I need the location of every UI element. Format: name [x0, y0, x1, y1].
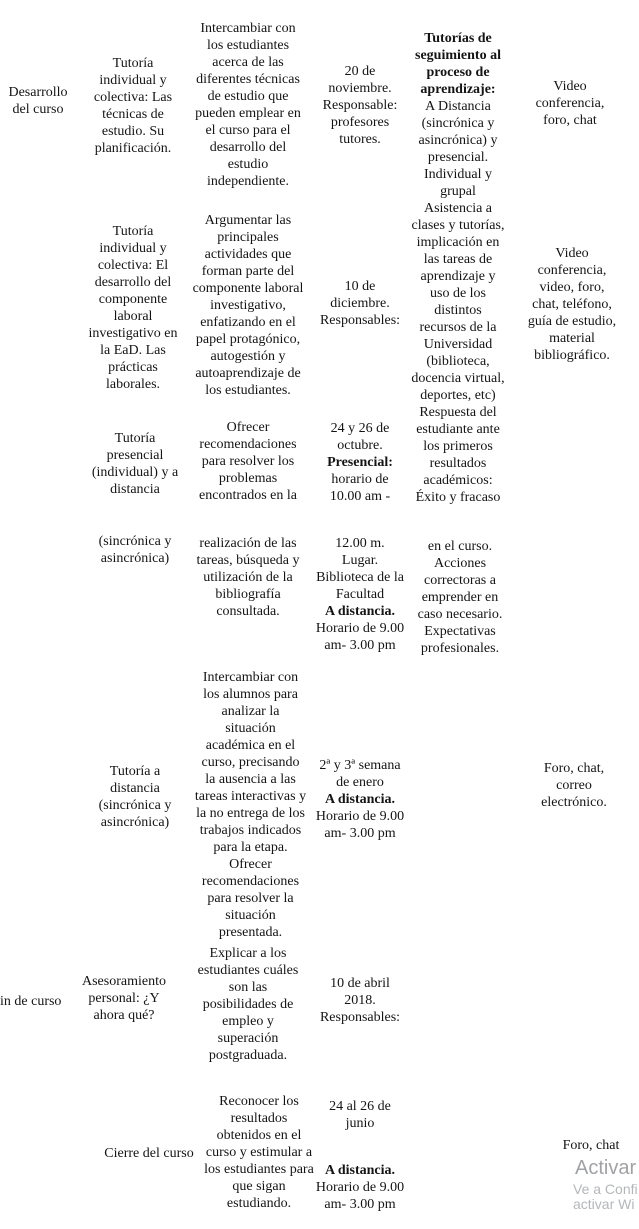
- cell-fecha-biblioteca-a-distancia: [306, 535, 414, 654]
- text-line: estudio: [227, 157, 269, 172]
- text-line: presentada.: [218, 925, 283, 940]
- text-line: colectiva: Las: [93, 90, 173, 105]
- text-line: Individual y: [423, 167, 493, 182]
- text-line: empleo y: [222, 1014, 274, 1029]
- text-line: problemas: [218, 471, 278, 486]
- text-line: conferencia,: [537, 263, 607, 278]
- text-line: presencial: [106, 448, 164, 463]
- text-line: Tutoría: [112, 224, 154, 239]
- text-line: implicación en: [416, 235, 500, 250]
- text-line: laborales.: [105, 377, 161, 392]
- text-line: 20 de: [344, 64, 376, 79]
- text-line: situación: [225, 908, 276, 923]
- text-line: investigativo en: [88, 326, 178, 341]
- text-line: tareas, búsqueda y: [196, 553, 300, 568]
- text-line: individual y: [99, 241, 167, 256]
- text-line: 10 de: [344, 279, 376, 294]
- text-line: Respuesta del: [419, 405, 497, 420]
- text-line: recomendaciones: [201, 874, 300, 889]
- cell-stage-desarrollo-del-curso: [0, 84, 76, 118]
- text-line: de enero: [336, 775, 384, 790]
- cell-objetivo-realizacion-tareas: [181, 535, 315, 620]
- text-line: autoaprendizaje de: [195, 366, 301, 381]
- text-line: componente: [98, 292, 168, 307]
- text-line: asincrónica) y: [418, 133, 498, 148]
- text-line: planificación.: [94, 141, 172, 156]
- cell-stage-fin-de-curso: [0, 993, 70, 1010]
- text-line: chat, teléfono,: [532, 297, 612, 312]
- text-line: bibliografía: [215, 587, 281, 602]
- text-line: deportes, etc): [420, 388, 496, 403]
- text-line: estudiando.: [226, 1196, 292, 1211]
- text-line: Foro, chat: [562, 1138, 620, 1153]
- text-line: 2018.: [344, 993, 376, 1008]
- cell-medios-video-foro-chat-telefono: [516, 245, 628, 364]
- cell-objetivo-explicar-empleo: [181, 945, 315, 1064]
- text-line: la ausencia a las: [205, 772, 296, 787]
- text-line: Responsables:: [319, 313, 401, 328]
- text-line: 10.00 am -: [329, 489, 391, 504]
- text-line: Universidad: [423, 337, 493, 352]
- text-line: distintos: [434, 303, 482, 318]
- text-line: asincrónica): [100, 815, 170, 830]
- text-line: las tareas de: [423, 252, 493, 267]
- cell-medios-videoconferencia-foro-chat: [520, 78, 620, 129]
- text-line: Reconocer los: [219, 1094, 299, 1109]
- text-line: que sigan: [232, 1179, 286, 1194]
- cell-accion-tutoria-componente-laboral: [86, 223, 180, 393]
- text-line: los estudiantes.: [205, 383, 291, 398]
- text-line: colectiva: El: [97, 258, 169, 273]
- cell-seguimiento-proceso-aprendizaje: [402, 30, 514, 506]
- text-line: 24 y 26 de: [330, 421, 390, 436]
- text-line: postgraduada.: [208, 1048, 288, 1063]
- cell-accion-sincronica-asincronica: [83, 533, 187, 567]
- text-line: distancia: [110, 482, 160, 497]
- text-line: resultados: [230, 1111, 288, 1126]
- text-line: Intercambiar con: [202, 670, 299, 685]
- text-line: Video: [555, 246, 589, 261]
- text-line: posibilidades de: [202, 997, 294, 1012]
- text-line: personal: ¿Y: [88, 991, 160, 1006]
- text-line: recursos de la: [419, 320, 497, 335]
- text-line: desarrollo del: [209, 140, 287, 155]
- text-line: Intercambiar con: [200, 21, 296, 36]
- cell-fecha-20-noviembre: [310, 63, 410, 148]
- windows-activation-watermark-sub2: activar Wi: [573, 1196, 635, 1212]
- text-line: laboral: [113, 309, 153, 324]
- text-line: desarrollo del: [94, 275, 172, 290]
- text-line: curso y estimular a: [205, 1145, 313, 1160]
- cell-fecha-junio-a-distancia: [306, 1162, 414, 1213]
- windows-activation-watermark-sub1: Ve a Confi: [573, 1181, 638, 1197]
- text-line: asincrónica): [100, 551, 170, 566]
- text-line: Acciones: [433, 556, 487, 571]
- cell-medios-foro-chat: [555, 1137, 627, 1154]
- text-line: distancia: [110, 781, 160, 796]
- text-line: Explicar a los: [209, 946, 287, 961]
- text-line: (sincrónica y: [98, 534, 172, 549]
- text-line: la no entrega de los: [196, 806, 305, 821]
- text-line: uso de los: [430, 286, 486, 301]
- text-line: Ofrecer: [226, 420, 270, 435]
- text-line: correctoras a: [424, 573, 496, 588]
- text-line: Asistencia a: [423, 201, 493, 216]
- text-line: para resolver los: [201, 454, 295, 469]
- text-line: trabajos indicados: [199, 823, 302, 838]
- text-line: Video: [553, 79, 587, 94]
- text-line: resultados: [429, 456, 487, 471]
- text-line: Expectativas: [424, 624, 496, 639]
- text-line: Lugar.: [341, 553, 379, 568]
- text-line: (sincrónica y: [98, 798, 172, 813]
- text-line: Horario de 9.00: [315, 1180, 405, 1195]
- text-line: 12.00 m.: [335, 536, 385, 551]
- text-line: actividades que: [204, 247, 292, 262]
- cell-fecha-24-26-octubre: [310, 420, 410, 505]
- text-line: académica en el: [205, 738, 296, 753]
- text-line: conferencia,: [535, 96, 605, 111]
- cell-objetivo-intercambiar-tecnicas: [183, 20, 313, 190]
- text-line: Biblioteca de la: [316, 570, 404, 585]
- cell-seguimiento-continuacion: [404, 538, 516, 657]
- text-line: 10 de abril: [330, 976, 390, 991]
- cell-fecha-10-diciembre: [310, 278, 410, 329]
- text-line: situación: [225, 721, 276, 736]
- text-line: Presencial:: [327, 455, 393, 470]
- cell-accion-tutoria-presencial-distancia: [83, 430, 187, 498]
- text-line: Horario de 9.00: [315, 621, 405, 636]
- text-line: docencia virtual,: [411, 371, 505, 386]
- text-line: diciembre.: [330, 296, 390, 311]
- text-line: profesores: [330, 115, 390, 130]
- cell-fecha-2a-3a-semana-enero: [306, 757, 414, 842]
- text-line: horario de: [331, 472, 389, 487]
- text-line: seguimiento al: [415, 48, 501, 63]
- text-line: 2ª y 3ª semana: [319, 758, 401, 773]
- text-line: 24 al 26 de: [329, 1099, 391, 1114]
- cell-fecha-24-26-junio: [306, 1098, 414, 1132]
- text-line: noviembre.: [328, 81, 392, 96]
- text-line: Responsable:: [322, 98, 398, 113]
- text-line: analizar la: [221, 704, 280, 719]
- cell-objetivo-argumentar-actividades: [181, 212, 315, 399]
- cell-fecha-10-abril-2018: [308, 975, 412, 1026]
- text-line: independiente.: [206, 174, 290, 189]
- text-line: junio: [345, 1116, 375, 1131]
- text-line: ahora qué?: [93, 1008, 155, 1023]
- windows-activation-watermark-title: Activar: [575, 1157, 637, 1179]
- text-line: correo: [556, 778, 592, 793]
- text-line: material: [549, 331, 595, 346]
- text-line: consultada.: [216, 604, 280, 619]
- text-line: estudio. Su: [101, 124, 165, 139]
- text-line: académicos:: [423, 473, 493, 488]
- text-line: recomendaciones: [199, 437, 297, 452]
- text-line: octubre.: [337, 438, 383, 453]
- text-line: video, foro,: [539, 280, 605, 295]
- text-line: estudiante ante: [416, 422, 500, 437]
- text-line: clases y tutorías,: [411, 218, 505, 233]
- text-line: investigativo,: [210, 298, 286, 313]
- text-line: A distancia.: [324, 604, 395, 619]
- text-line: Tutoría: [114, 431, 156, 446]
- cell-medios-foro-chat-correo: [522, 760, 626, 811]
- text-line: los estudiantes: [206, 38, 290, 53]
- text-line: los primeros: [423, 439, 493, 454]
- text-line: A distancia.: [324, 792, 395, 807]
- text-line: Ofrecer: [229, 857, 272, 872]
- text-line: in de curso: [0, 994, 62, 1009]
- text-line: A distancia.: [324, 1163, 395, 1178]
- cell-accion-tutoria-a-distancia: [83, 763, 187, 831]
- text-line: los alumnos para: [203, 687, 298, 702]
- text-line: tutores.: [339, 132, 381, 147]
- text-line: Tutoría: [112, 56, 154, 71]
- text-line: del curso: [12, 102, 64, 117]
- text-line: el curso para el: [205, 123, 291, 138]
- text-line: caso necesario.: [417, 607, 503, 622]
- cell-objetivo-ofrecer-recomendaciones: [181, 419, 315, 504]
- text-line: Cierre del curso: [104, 1146, 194, 1161]
- text-line: en el curso.: [427, 539, 493, 554]
- text-line: pueden emplear en: [195, 106, 301, 121]
- text-line: para la etapa.: [213, 840, 288, 855]
- text-line: (sincrónica y: [421, 116, 495, 131]
- text-line: grupal: [440, 184, 476, 199]
- text-line: proceso de: [426, 65, 490, 80]
- text-line: individual y: [99, 73, 167, 88]
- text-line: principales: [217, 230, 279, 245]
- cell-accion-asesoramiento-personal: [78, 973, 170, 1024]
- text-line: Tutorías de: [424, 31, 492, 46]
- text-line: Éxito y fracaso: [415, 490, 501, 505]
- text-line: superación: [217, 1031, 279, 1046]
- text-line: A Distancia: [425, 99, 491, 114]
- text-line: electrónico.: [541, 795, 607, 810]
- text-line: enfatizando en el: [200, 315, 296, 330]
- text-line: curso, precisando: [201, 755, 300, 770]
- text-line: los estudiantes para: [204, 1162, 314, 1177]
- text-line: am- 3.00 pm: [324, 1197, 396, 1212]
- text-line: diferentes técnicas: [196, 72, 300, 87]
- text-line: componente laboral: [192, 281, 304, 296]
- text-line: foro, chat: [543, 113, 597, 128]
- text-line: realización de las: [199, 536, 297, 551]
- text-line: Desarrollo: [8, 85, 68, 100]
- text-line: aprendizaje:: [420, 82, 496, 97]
- text-line: para resolver la: [207, 891, 294, 906]
- cell-objetivo-intercambiar-alumnos: [180, 669, 321, 941]
- text-line: presencial.: [427, 150, 489, 165]
- text-line: aprendizaje y: [420, 269, 496, 284]
- text-line: bibliográfico.: [534, 348, 610, 363]
- cell-stage-cierre-del-curso: [96, 1145, 202, 1162]
- text-line: de estudio que: [207, 89, 289, 104]
- text-line: estudiantes cuáles: [197, 963, 299, 978]
- text-line: prácticas: [108, 360, 158, 375]
- text-line: la EaD. Las: [100, 343, 166, 358]
- text-line: guía de estudio,: [527, 314, 617, 329]
- text-line: forman parte del: [201, 264, 295, 279]
- text-line: Foro, chat,: [543, 761, 605, 776]
- text-line: profesionales.: [420, 641, 500, 656]
- text-line: papel protagónico,: [195, 332, 301, 347]
- cell-accion-tutoria-tecnicas-estudio: [86, 55, 180, 157]
- text-line: son las: [228, 980, 268, 995]
- text-line: am- 3.00 pm: [324, 638, 396, 653]
- text-line: técnicas de: [102, 107, 164, 122]
- text-line: autogestión y: [210, 349, 286, 364]
- text-line: Argumentar las: [204, 213, 292, 228]
- text-line: Tutoría a: [109, 764, 161, 779]
- text-line: obtenidos en el: [216, 1128, 302, 1143]
- text-line: tareas interactivas y: [194, 789, 307, 804]
- text-line: encontrados en la: [199, 488, 297, 503]
- text-line: (biblioteca,: [426, 354, 490, 369]
- text-line: (individual) y a: [91, 465, 179, 480]
- text-line: am- 3.00 pm: [324, 826, 396, 841]
- text-line: utilización de la: [203, 570, 293, 585]
- text-line: Facultad: [335, 587, 385, 602]
- text-line: acerca de las: [212, 55, 284, 70]
- text-line: Responsables:: [319, 1010, 401, 1025]
- text-line: Asesoramiento: [82, 974, 166, 989]
- text-line: Horario de 9.00: [315, 809, 405, 824]
- text-line: emprender en: [421, 590, 499, 605]
